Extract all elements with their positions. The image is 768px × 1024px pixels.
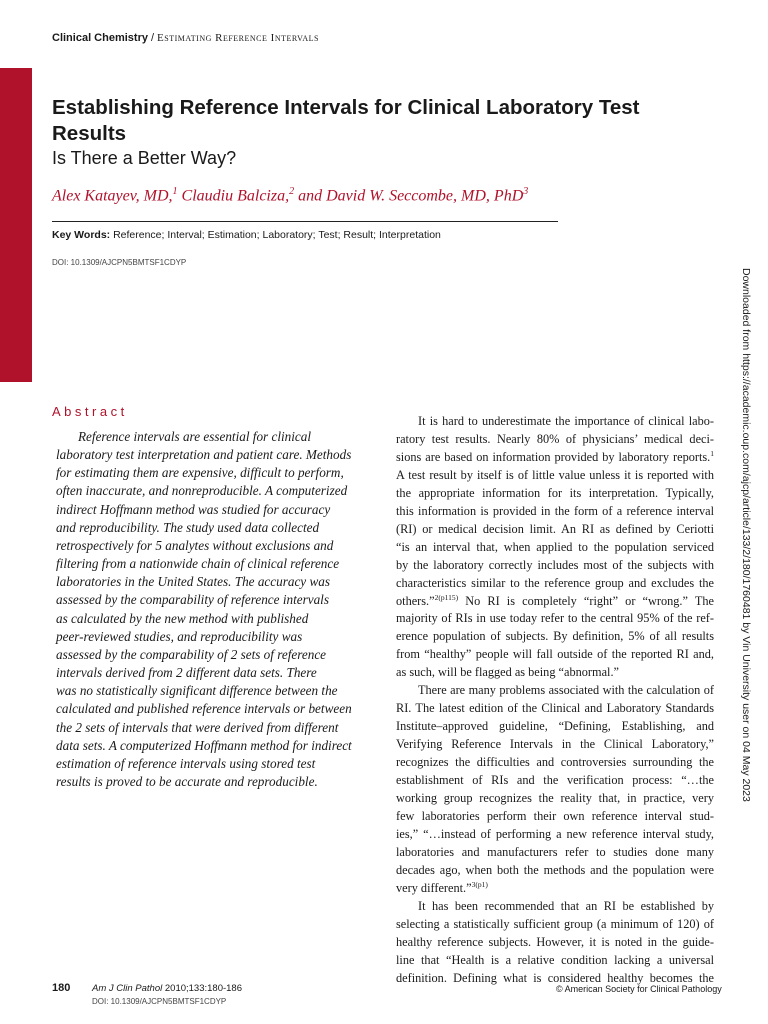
body-line: line that “Health is a relative condition lacking a universal (396, 952, 714, 967)
abstract-line: results is proved to be accurate and reproducible. (56, 773, 318, 789)
body-line-text: No RI is completely “right” or “wrong.” The (458, 593, 714, 608)
body-line-text: others.” (396, 593, 435, 608)
body-line: working group recognizes the reality that, in practice, very (396, 791, 714, 806)
body-line: few laboratories perform their own reference interval stud- (396, 808, 714, 823)
body-line: Verifying Reference Intervals in the Clinical Laboratory,” (396, 737, 714, 752)
article-subtitle: Is There a Better Way? (52, 148, 237, 168)
abstract-line: intervals derived from 2 different data sets. There (56, 665, 317, 681)
citation-ref: 2(p115) (434, 592, 459, 602)
copyright: © American Society for Clinical Pathology (556, 984, 722, 994)
keywords-list: Reference; Interval; Estimation; Laboratory; Test; Result; Interpretation (110, 229, 441, 241)
abstract-line: assessed by the comparability of 2 sets of reference (56, 646, 327, 662)
author-3: and David W. Seccombe, MD, PhD (294, 187, 524, 205)
body-line: the appropriate information for its interpretation. Typically, (396, 485, 714, 500)
body-line: as such, will be flagged as being “abnormal.” (396, 665, 619, 680)
body-line: recognizes the difficulties and controversies surrounding the (396, 755, 714, 770)
page-number: 180 (52, 982, 71, 994)
abstract-line: filtering from a nationwide chain of clinical reference (56, 556, 340, 572)
body-line (396, 880, 714, 898)
body-line: this information is provided in the form of a reference interval (396, 503, 714, 518)
download-note: Downloaded from https://academic.oup.com/ajcp/article/133/2/180/1760481 by Vin University user on 04 May 2023 (740, 268, 752, 802)
abstract-line: as calculated by the new method with published (56, 610, 309, 626)
body-line: (RI) or medical decision limit. An RI as defined by Ceriotti (396, 521, 714, 536)
citation-ref: 1 (710, 448, 714, 458)
body-text-column (396, 413, 714, 988)
abstract-body (56, 428, 362, 791)
body-line: establishment of RIs and the verification process: “…the (396, 773, 714, 788)
abstract-line: assessed by the comparability of reference intervals (56, 592, 329, 608)
abstract-line: often inaccurate, and nonreproducible. A computerized (56, 483, 348, 499)
download-watermark (740, 268, 760, 808)
divider-rule (52, 221, 558, 222)
citation-ref: 3(p1) (471, 879, 488, 889)
body-line-text: very different.” (396, 880, 472, 895)
body-line: erence population of subjects. By definition, 5% of all results (396, 629, 714, 644)
body-line: A test result by itself is of little value unless it is reported with (396, 467, 714, 482)
abstract-line: laboratories in the United States. The accuracy was (56, 574, 330, 590)
abstract-line: estimation of reference intervals using stored test (56, 755, 316, 771)
footer-citation (92, 983, 242, 994)
body-line: There are many problems associated with the calculation of (418, 683, 714, 698)
red-accent-bar (0, 68, 32, 382)
body-line-text: sions are based on information provided by laboratory reports. (396, 449, 711, 464)
body-line: ratory test results. Nearly 80% of physicians’ medical deci- (396, 431, 714, 446)
author-3-affil: 3 (523, 186, 529, 197)
body-line: decades ago, when both the methods and the population were (396, 862, 714, 877)
body-line: laboratories and manufacturers refer to studies done many (396, 844, 714, 859)
author-2-affil: 2 (289, 186, 295, 197)
citation-details: 2010;133:180-186 (162, 983, 243, 994)
abstract-line: Reference intervals are essential for clinical (78, 429, 312, 444)
body-line (396, 593, 714, 611)
author-list (52, 186, 528, 205)
abstract-line: data sets. A computerized Hoffmann method for indirect (56, 737, 352, 753)
abstract-line: peer-reviewed studies, and reproducibility was (56, 628, 303, 644)
body-line: characteristics similar to the reference group and excludes the (396, 575, 714, 590)
abstract-line: retrospectively for 5 analytes without exclusions and (56, 537, 334, 553)
body-line: from “healthy” people will fall outside of the reported RI and, (396, 647, 714, 662)
body-line: It has been recommended that an RI be established by (418, 898, 714, 913)
body-line: by the laboratory correctly includes most of the subjects with (396, 557, 714, 572)
journal-abbrev: Am J Clin Pathol (92, 983, 163, 994)
running-header (52, 32, 319, 44)
abstract-line: calculated and published reference intervals or between (56, 701, 352, 717)
abstract-heading: Abstract (52, 404, 128, 419)
body-line: It is hard to underestimate the importance of clinical labo- (418, 414, 714, 428)
body-line: RI. The latest edition of the Clinical and Laboratory Standards (396, 701, 714, 716)
body-line: Institute–approved guideline, “Defining, Establishing, and (396, 719, 714, 734)
author-2: Claudiu Balciza, (177, 187, 290, 205)
author-1: Alex Katayev, MD, (52, 187, 173, 205)
body-line (396, 449, 714, 467)
abstract-line: laboratory test interpretation and patient care. Methods (56, 447, 352, 463)
article-title: Establishing Reference Intervals for Clinical Laboratory Test Results (52, 96, 640, 145)
header-separator: / (150, 32, 155, 44)
abstract-line: was no statistically significant difference between the (56, 683, 338, 699)
footer-doi: DOI: 10.1309/AJCPN5BMTSF1CDYP (92, 997, 227, 1006)
body-line: ies,” “…instead of performing a new reference interval study, (396, 826, 714, 841)
section-name: Estimating Reference Intervals (157, 32, 319, 44)
body-line: selecting a statistically sufficient group (a minimum of 120) of (396, 916, 714, 931)
keywords-label: Key Words: (52, 229, 111, 241)
keywords (52, 229, 441, 241)
body-line: definition. Defining what is considered healthy becomes the (396, 970, 714, 985)
body-line: “is an interval that, when applied to the population serviced (396, 539, 714, 554)
abstract-line: the 2 sets of intervals that were derived from different (56, 719, 339, 735)
body-line: healthy reference subjects. However, it is noted in the guide- (396, 934, 714, 949)
abstract-line: for estimating them are expensive, difficult to perform, (56, 465, 344, 481)
body-line: majority of RIs in use today refer to the central 95% of the ref- (396, 611, 714, 626)
author-1-affil: 1 (172, 186, 178, 197)
abstract-line: indirect Hoffmann method was studied for accuracy (56, 501, 331, 517)
journal-name: Clinical Chemistry (52, 32, 148, 44)
abstract-line: and reproducibility. The study used data collected (56, 519, 320, 535)
article-doi: DOI: 10.1309/AJCPN5BMTSF1CDYP (52, 258, 187, 267)
